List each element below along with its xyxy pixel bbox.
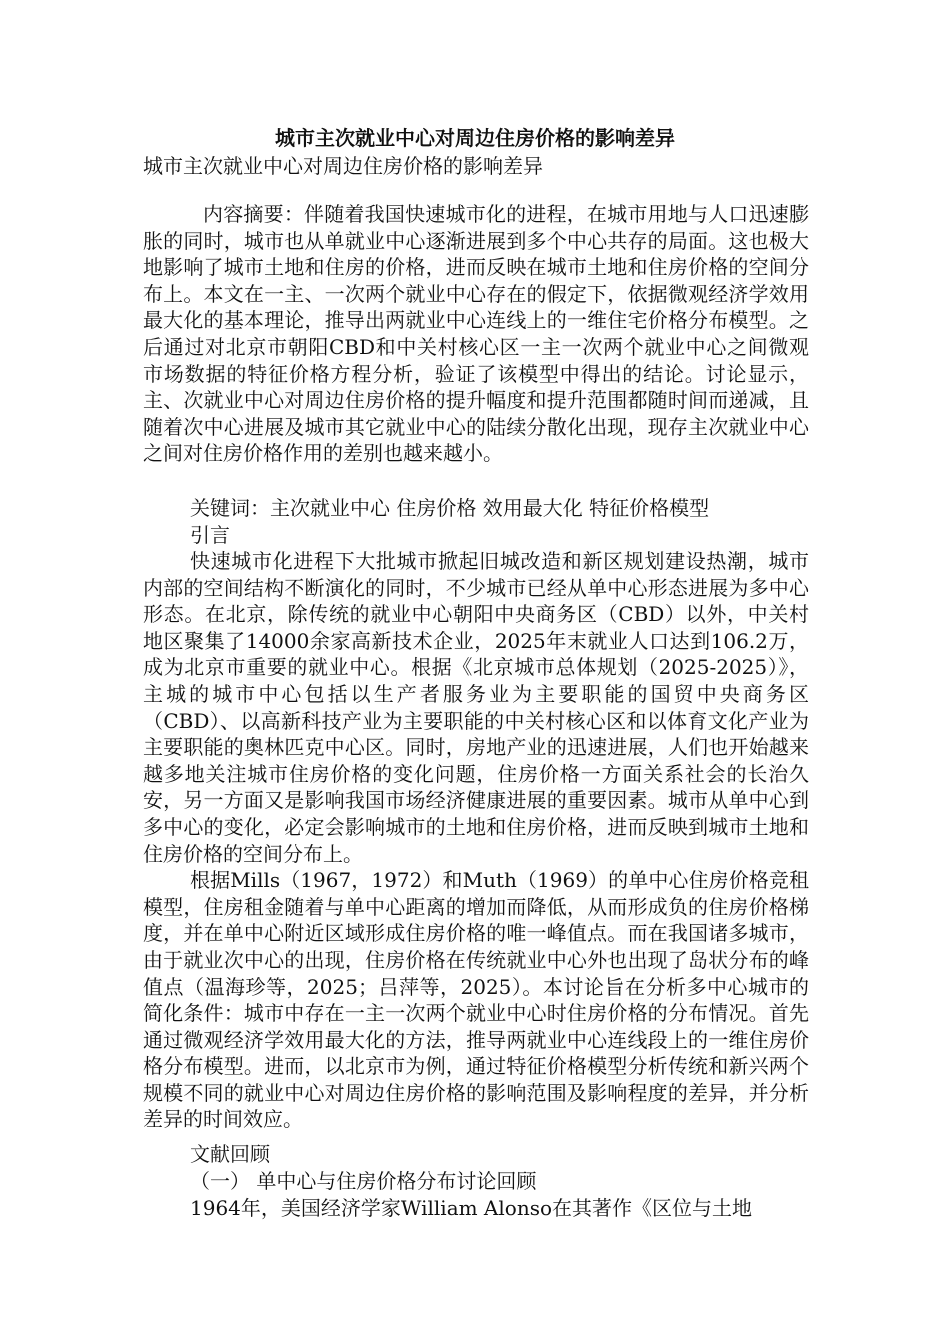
keywords-line: 关键词：主次就业中心 住房价格 效用最大化 特征价格模型 <box>190 496 710 520</box>
body-paragraph-2: 根据Mills（1967，1972）和Muth（1969）的单中心住房价格竞租模型，住房租金随着与单中心距离的增加而降低，从而形成负的住房价格梯度，并在单中心附近区域形成住房价格的唯一峰值点。而在我国诸多城市，由于就业次中心的出现，住房价格在传统就业中心外也出现了岛状分布的峰值点（温海珍等，2025；吕萍等，2025）。本讨论旨在分析多中心城市的简化条件：城市中存在一主一次两个就业中心时住房价格的分布情况。首先通过微观经济学效用最大化的方法，推导两就业中心连线段上的一维住房价格分布模型。进而，以北京市为例，通过特征价格模型分析传统和新兴两个规模不同的就业中心对周边住房价格的影响范围及影响程度的差异，并分析差异的时间效应。 <box>143 868 809 1132</box>
body-paragraph-3: 1964年，美国经济学家William Alonso在其著作《区位与土地 <box>190 1196 753 1220</box>
body-text <box>143 548 809 1133</box>
document-title: 城市主次就业中心对周边住房价格的影响差异 <box>275 126 675 150</box>
body-paragraph-1: 快速城市化进程下大批城市掀起旧城改造和新区规划建设热潮，城市内部的空间结构不断演化的同时，不少城市已经从单中心形态进展为多中心形态。在北京，除传统的就业中心朝阳中央商务区（CBD）以外，中关村地区聚集了14000余家高新技术企业，2025年末就业人口达到106.2万，成为北京市重要的就业中心。根据《北京城市总体规划（2025-2025）》，主城的城市中心包括以生产者服务业为主要职能的国贸中央商务区（CBD）、以高新科技产业为主要职能的中关村核心区和以体育文化产业为主要职能的奥林匹克中心区。同时，房地产业的迅速进展，人们也开始越来越多地关注城市住房价格的变化问题，住房价格一方面关系社会的长治久安，另一方面又是影响我国市场经济健康进展的重要因素。城市从单中心到多中心的变化，必定会影响城市的土地和住房价格，进而反映到城市土地和住房价格的空间分布上。 <box>143 549 809 866</box>
abstract-paragraph: 内容摘要：伴随着我国快速城市化的进程，在城市用地与人口迅速膨胀的同时，城市也从单就业中心逐渐进展到多个中心共存的局面。这也极大地影响了城市土地和住房的价格，进而反映在城市土地和住房价格的空间分布上。本文在一主、一次两个就业中心存在的假定下，依据微观经济学效用最大化的基本理论，推导出两就业中心连线上的一维住宅价格分布模型。之后通过对北京市朝阳CBD和中关村核心区一主一次两个就业中心之间微观市场数据的特征价格方程分析，验证了该模型中得出的结论。讨论显示，主、次就业中心对周边住房价格的提升幅度和提升范围都随时间而递减，且随着次中心进展及城市其它就业中心的陆续分散化出现，现存主次就业中心之间对住房价格作用的差别也越来越小。 <box>143 202 809 466</box>
abstract-block <box>143 201 809 467</box>
document-subtitle: 城市主次就业中心对周边住房价格的影响差异 <box>143 154 543 178</box>
subsection-heading: （一） 单中心与住房价格分布讨论回顾 <box>190 1169 537 1193</box>
intro-heading: 引言 <box>190 523 230 547</box>
section-heading: 文献回顾 <box>190 1142 270 1166</box>
